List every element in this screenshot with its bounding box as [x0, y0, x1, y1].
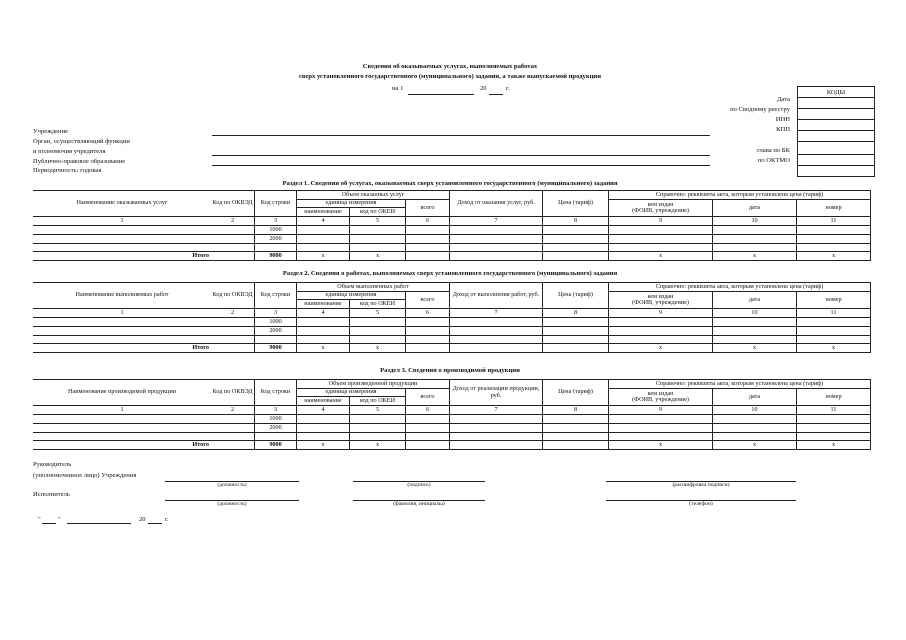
s3-colnum-10: 10 [713, 406, 797, 415]
ppo-line [212, 165, 710, 166]
code-cell-blank [798, 142, 875, 155]
table-cell [543, 318, 609, 327]
s3-act-header: Справочно: реквизиты акта, которым установлена цена (тариф) [609, 380, 871, 389]
s3-itogo-x-5: x [350, 441, 406, 450]
table-cell [297, 433, 350, 441]
table-cell [797, 244, 871, 252]
table-cell [297, 244, 350, 252]
table-cell [406, 244, 450, 252]
table-cell [297, 226, 350, 235]
table-cell [543, 441, 609, 450]
table-cell [450, 327, 543, 336]
head-position-caption: (должность) [217, 482, 247, 488]
code-cell-kpp [798, 131, 875, 142]
table-cell [406, 415, 450, 424]
s2-income-header: Доход от выполнения работ, руб. [450, 283, 543, 309]
periodicity-label: Периодичность: годовая [33, 167, 102, 174]
s2-issued-by: кем издан [647, 292, 674, 300]
s2-colnum-4: 4 [297, 309, 350, 318]
table-cell [406, 318, 450, 327]
codes-label-oktmo: по ОКТМО [757, 157, 790, 164]
table-cell [211, 235, 255, 244]
table-cell [713, 235, 797, 244]
s3-colnum-7: 7 [450, 406, 543, 415]
s2-colnum-2: 2 [211, 309, 255, 318]
s3-row-2000: 2000 [255, 424, 297, 433]
head-label-2: (уполномоченное лицо) Учреждения [33, 472, 137, 479]
table-cell [797, 318, 871, 327]
table-cell [543, 344, 609, 353]
table-cell [406, 327, 450, 336]
table-cell [713, 318, 797, 327]
s1-total-header: всего [406, 200, 450, 217]
s1-colnum-6: 6 [406, 217, 450, 226]
table-cell [34, 424, 211, 433]
table-cell [34, 433, 211, 441]
s3-itogo-x-9: x [609, 441, 713, 450]
table-cell [34, 336, 211, 344]
table-cell [255, 433, 297, 441]
s2-number-header: номер [797, 292, 871, 309]
codes-label-date: Дата [776, 96, 790, 103]
s3-unit-header: единица измерения [297, 389, 406, 397]
table-cell [211, 344, 255, 353]
table-cell [350, 336, 406, 344]
table-cell [543, 433, 609, 441]
s2-name-header: Наименование выполняемых работ [34, 283, 211, 309]
table-cell [450, 226, 543, 235]
table-cell [450, 336, 543, 344]
s3-colnum-1: 1 [34, 406, 211, 415]
s2-itogo-label: Итого [34, 344, 211, 353]
s1-okei-header: код по ОКЕИ [350, 208, 406, 217]
s2-issued-header [609, 292, 713, 309]
s3-name-header: Наименование производимой продукции [34, 380, 211, 406]
s2-colnum-11: 11 [797, 309, 871, 318]
section3-table [33, 379, 871, 450]
s2-itogo-x-10: x [713, 344, 797, 353]
s3-colnum-3: 3 [255, 406, 297, 415]
s1-itogo-code: 9000 [255, 252, 297, 261]
table-cell [406, 344, 450, 353]
table-cell [297, 424, 350, 433]
s3-unit-name-header: наименование [297, 397, 350, 406]
s3-colnum-9: 9 [609, 406, 713, 415]
table-cell [609, 433, 713, 441]
s2-unit-name-header: наименование [297, 300, 350, 309]
s2-row-2000: 2000 [255, 327, 297, 336]
s2-colnum-8: 8 [543, 309, 609, 318]
table-cell [350, 415, 406, 424]
table-cell [211, 433, 255, 441]
s3-number-header: номер [797, 389, 871, 406]
table-cell [34, 415, 211, 424]
s1-colnum-9: 9 [609, 217, 713, 226]
codes-label-bk: глава по БК [757, 147, 790, 154]
organ-line [212, 155, 710, 156]
s2-colnum-7: 7 [450, 309, 543, 318]
s1-colnum-1: 1 [34, 217, 211, 226]
code-cell-date [798, 98, 875, 109]
table-cell [406, 424, 450, 433]
table-cell [211, 441, 255, 450]
s2-itogo-x-9: x [609, 344, 713, 353]
date-day-month-line [408, 94, 474, 95]
table-cell [297, 415, 350, 424]
table-cell [713, 336, 797, 344]
head-decode-caption: (расшифровка подписи) [672, 482, 730, 488]
s1-volume-header: Объем оказанных услуг [297, 191, 450, 200]
s1-issued-by-2: (ФОИВ, учреждение) [632, 207, 689, 214]
s3-itogo-x-4: x [297, 441, 350, 450]
s2-colnum-9: 9 [609, 309, 713, 318]
sign-date-month-line [67, 523, 131, 524]
sign-date-open-quote: " [38, 516, 41, 523]
table-cell [609, 424, 713, 433]
table-cell [211, 415, 255, 424]
s3-itogo-label: Итого [34, 441, 211, 450]
table-cell [350, 318, 406, 327]
section3-title: Раздел 3. Сведения о производимой продукции [380, 367, 520, 374]
table-cell [406, 226, 450, 235]
s1-itogo-x-11: x [797, 252, 871, 261]
s1-colnum-5: 5 [350, 217, 406, 226]
table-cell [406, 441, 450, 450]
s1-colnum-10: 10 [713, 217, 797, 226]
executor-phone-caption: (телефон) [689, 501, 713, 507]
table-cell [297, 318, 350, 327]
s3-volume-header: Объем произведенной продукции [297, 380, 450, 389]
table-cell [543, 327, 609, 336]
s2-okved-header: Код по ОКВЭД [211, 283, 255, 309]
s1-itogo-label: Итого [34, 252, 211, 261]
s2-volume-header: Объем выполненных работ [297, 283, 450, 292]
table-cell [609, 226, 713, 235]
table-cell [543, 252, 609, 261]
s1-row-1000: 1000 [255, 226, 297, 235]
s2-price-header: Цена (тариф) [543, 283, 609, 309]
table-cell [543, 226, 609, 235]
table-cell [797, 226, 871, 235]
s1-colnum-11: 11 [797, 217, 871, 226]
s1-number-header: номер [797, 200, 871, 217]
table-cell [713, 433, 797, 441]
table-cell [211, 244, 255, 252]
sign-date-year-line [148, 523, 162, 524]
s2-date-header: дата [713, 292, 797, 309]
code-cell-inn [798, 120, 875, 131]
form-title-line2: сверх установленного государственного (муниципального) задания, а также выпускаемой продукции [298, 73, 602, 80]
s2-colnum-6: 6 [406, 309, 450, 318]
table-cell [450, 235, 543, 244]
s2-colnum-3: 3 [255, 309, 297, 318]
s1-price-header: Цена (тариф) [543, 191, 609, 217]
table-cell [406, 336, 450, 344]
table-cell [713, 244, 797, 252]
table-cell [713, 226, 797, 235]
s2-colnum-10: 10 [713, 309, 797, 318]
s1-itogo-x-10: x [713, 252, 797, 261]
section1-title: Раздел 1. Сведения об услугах, оказываемых сверх установленного государственного (муниципального) задания [282, 180, 618, 187]
s3-issued-by-2: (ФОИВ, учреждение) [632, 396, 689, 403]
s1-unit-name-header: наименование [297, 208, 350, 217]
s1-row-2000: 2000 [255, 235, 297, 244]
s2-okei-header: код по ОКЕИ [350, 300, 406, 309]
s3-date-header: дата [713, 389, 797, 406]
s3-itogo-x-10: x [713, 441, 797, 450]
s2-itogo-code: 9000 [255, 344, 297, 353]
table-cell [543, 336, 609, 344]
s1-colnum-4: 4 [297, 217, 350, 226]
s1-okved-header: Код по ОКВЭД [211, 191, 255, 217]
table-cell [450, 441, 543, 450]
s3-colnum-6: 6 [406, 406, 450, 415]
section1-table [33, 190, 871, 261]
table-cell [34, 244, 211, 252]
s1-issued-header [609, 200, 713, 217]
table-cell [713, 424, 797, 433]
table-cell [543, 415, 609, 424]
organ-label-2: и полномочия учредителя [33, 148, 106, 155]
s2-unit-header: единица измерения [297, 292, 406, 300]
table-cell [350, 244, 406, 252]
s3-colnum-11: 11 [797, 406, 871, 415]
table-cell [797, 433, 871, 441]
codes-label-kpp: КПП [776, 126, 790, 133]
s2-colnum-1: 1 [34, 309, 211, 318]
table-cell [450, 433, 543, 441]
table-cell [797, 327, 871, 336]
codes-box [797, 86, 875, 177]
institution-line [212, 135, 710, 136]
s1-name-header: Наименование оказываемых услуг [34, 191, 211, 217]
s1-colnum-8: 8 [543, 217, 609, 226]
table-cell [609, 235, 713, 244]
s1-colnum-7: 7 [450, 217, 543, 226]
s1-colnum-3: 3 [255, 217, 297, 226]
s1-income-header: Доход от оказания услуг, руб. [450, 191, 543, 217]
s3-issued-header [609, 389, 713, 406]
s3-income-header: Доход от реализации продукции, руб. [450, 380, 543, 406]
table-cell [406, 235, 450, 244]
section2-table [33, 282, 871, 353]
institution-label: Учреждение [33, 128, 69, 135]
table-cell [406, 433, 450, 441]
table-cell [450, 318, 543, 327]
executor-label: Исполнитель [33, 491, 70, 498]
table-cell [450, 424, 543, 433]
table-cell [350, 424, 406, 433]
table-cell [297, 336, 350, 344]
codes-header: КОДЫ [798, 87, 875, 98]
table-cell [450, 244, 543, 252]
s3-itogo-code: 9000 [255, 441, 297, 450]
date-year-prefix: 20 [480, 85, 487, 92]
sign-date-year-prefix: 20 [139, 516, 146, 523]
s1-date-header: дата [713, 200, 797, 217]
s3-total-header: всего [406, 389, 450, 406]
table-cell [211, 336, 255, 344]
s2-issued-by-2: (ФОИВ, учреждение) [632, 299, 689, 306]
s2-total-header: всего [406, 292, 450, 309]
s2-row-1000: 1000 [255, 318, 297, 327]
table-cell [797, 336, 871, 344]
table-cell [255, 244, 297, 252]
code-cell-oktmo [798, 166, 875, 177]
table-cell [609, 327, 713, 336]
s1-itogo-x-9: x [609, 252, 713, 261]
table-cell [609, 244, 713, 252]
s3-colnum-5: 5 [350, 406, 406, 415]
table-cell [450, 252, 543, 261]
s3-colnum-8: 8 [543, 406, 609, 415]
table-cell [543, 235, 609, 244]
s3-okei-header: код по ОКЕИ [350, 397, 406, 406]
sign-date-day-line [42, 523, 56, 524]
table-cell [350, 433, 406, 441]
table-cell [350, 235, 406, 244]
form-title-line1: Сведения об оказываемых услугах, выполняемых работах [362, 63, 538, 70]
code-cell-register [798, 109, 875, 120]
table-cell [34, 235, 211, 244]
table-cell [797, 235, 871, 244]
table-cell [609, 318, 713, 327]
table-cell [713, 327, 797, 336]
executor-position-caption: (должность) [217, 501, 247, 507]
table-cell [450, 344, 543, 353]
s3-price-header: Цена (тариф) [543, 380, 609, 406]
date-prefix: на 1 [392, 85, 404, 92]
table-cell [450, 415, 543, 424]
date-year-line [489, 94, 503, 95]
s1-act-header: Справочно: реквизиты акта, которым установлена цена (тариф) [609, 191, 871, 200]
s3-colnum-2: 2 [211, 406, 255, 415]
s1-itogo-x-4: x [297, 252, 350, 261]
table-cell [543, 244, 609, 252]
s2-act-header: Справочно: реквизиты акта, которым установлена цена (тариф) [609, 283, 871, 292]
table-cell [543, 424, 609, 433]
head-signature-caption: (подпись) [407, 482, 431, 488]
s3-issued-by: кем издан [647, 389, 674, 397]
executor-fio-caption: (фамилия, инициалы) [393, 501, 445, 507]
organ-label-1: Орган, осуществляющий функции [33, 138, 130, 145]
table-cell [406, 252, 450, 261]
s1-rowcode-header: Код строки [255, 191, 297, 217]
s1-colnum-2: 2 [211, 217, 255, 226]
table-cell [34, 318, 211, 327]
table-cell [609, 336, 713, 344]
date-year-suffix: г. [506, 85, 510, 92]
table-cell [350, 327, 406, 336]
s2-itogo-x-11: x [797, 344, 871, 353]
table-cell [211, 226, 255, 235]
s3-rowcode-header: Код строки [255, 380, 297, 406]
head-label-1: Руководитель [33, 461, 72, 468]
table-cell [211, 327, 255, 336]
table-cell [34, 226, 211, 235]
s2-itogo-x-5: x [350, 344, 406, 353]
table-cell [713, 415, 797, 424]
table-cell [297, 327, 350, 336]
ppo-label: Публично-правовое образование [33, 158, 126, 165]
s1-issued-by: кем издан [647, 200, 674, 208]
table-cell [211, 252, 255, 261]
s3-okved-header: Код по ОКВЭД [211, 380, 255, 406]
table-cell [350, 226, 406, 235]
section2-title: Раздел 2. Сведения о работах, выполняемых сверх установленного государственного (муниципального) задания [282, 270, 618, 277]
s2-itogo-x-4: x [297, 344, 350, 353]
s3-colnum-4: 4 [297, 406, 350, 415]
s3-row-1000: 1000 [255, 415, 297, 424]
codes-label-register: по Сводному реестру [730, 106, 790, 113]
s1-itogo-x-5: x [350, 252, 406, 261]
s3-itogo-x-11: x [797, 441, 871, 450]
table-cell [255, 336, 297, 344]
table-cell [211, 318, 255, 327]
table-cell [34, 327, 211, 336]
s2-rowcode-header: Код строки [255, 283, 297, 309]
sign-date-year-suffix: г. [165, 516, 169, 523]
table-cell [211, 424, 255, 433]
table-cell [797, 424, 871, 433]
table-cell [297, 235, 350, 244]
s1-unit-header: единица измерения [297, 200, 406, 208]
sign-date-close-quote: " [58, 516, 61, 523]
codes-label-inn: ИНН [775, 116, 790, 123]
table-cell [797, 415, 871, 424]
s2-colnum-5: 5 [350, 309, 406, 318]
table-cell [609, 415, 713, 424]
code-cell-bk [798, 155, 875, 166]
